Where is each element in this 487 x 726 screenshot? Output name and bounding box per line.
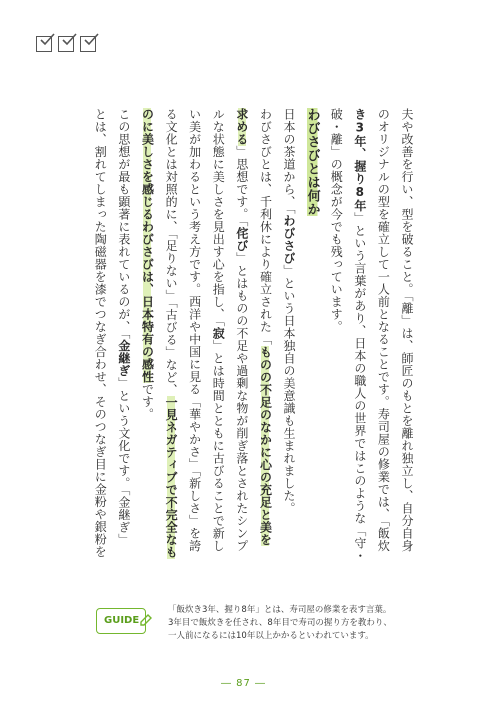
checkbox-icon <box>80 36 96 52</box>
text-line <box>229 108 253 552</box>
vertical-body-text <box>78 108 418 562</box>
text-fragment: この思想が最も顕著に表れているのが、「 <box>116 108 131 340</box>
text-fragment: 」とは時間とともに古びることで新し <box>211 339 226 552</box>
text-line: のオリジナルの型を確立して一人前となることです。寿司屋の修業では、「飯炊 <box>376 108 391 552</box>
text-line: 夫や改善を行い、型を破ること。「離」は、師匠のもとを離れ独立し、自分自身 <box>400 108 414 552</box>
guide-badge: GUIDE <box>96 608 146 634</box>
text-line <box>253 108 277 546</box>
section-heading <box>300 108 324 538</box>
guide-box <box>96 604 441 640</box>
text-line <box>158 108 182 559</box>
pencil-icon <box>138 612 152 628</box>
highlighted-phrase: のに美しさを感じるわびさびは、日本特有の感性 <box>140 108 155 383</box>
text-line <box>206 108 230 552</box>
checkbox-icon <box>36 36 52 52</box>
text-fragment: る文化とは対照的に、「足りない」「古びる」など、 <box>164 108 179 396</box>
text-line <box>276 108 300 538</box>
highlighted-phrase: ものの不足のなかに心の充足と美を <box>258 345 273 546</box>
guide-line: 一人前になるには10年以上かかるといわれています。 <box>168 631 374 641</box>
heading-text: わびさびとは何か <box>304 108 320 216</box>
text-fragment: 」とはものの不足や過剰な物が削ぎ落とされたシンプ <box>234 252 249 552</box>
text-fragment: 」という日本独自の美意識も生まれました。 <box>282 264 297 515</box>
text-fragment: 日本の茶道から、「 <box>282 108 297 215</box>
text-fragment: 」思想です。「 <box>234 145 249 227</box>
bold-phrase: 侘び <box>234 227 249 252</box>
text-line <box>111 108 135 546</box>
bold-phrase: 金継ぎ <box>116 339 131 377</box>
text-line: 破・離」の概念が今でも残っています。 <box>329 108 344 333</box>
guide-line: 「飯炊き3年、握り8年」とは、寿司屋の修業を表す言葉。 <box>168 605 392 615</box>
text-line: い美が加わるという考え方です。西洋や中国に見る「華やかさ」「新しさ」を誇 <box>187 108 202 552</box>
text-line <box>135 108 159 538</box>
checkbox-icon <box>58 36 74 52</box>
text-fragment: 」という文化です。「金継ぎ」 <box>116 377 131 546</box>
highlighted-phrase: 求める <box>234 108 249 146</box>
text-fragment: ルな状態に美しさを見出す心を指し、「 <box>211 108 226 327</box>
checkbox-row <box>36 36 96 52</box>
text-fragment: です。 <box>140 383 155 421</box>
page-number: ― 87 ― <box>220 678 267 689</box>
text-line <box>347 108 371 562</box>
bold-phrase: き3年、握り8年 <box>352 108 367 212</box>
text-fragment: わびさびとは、千利休により確立された「 <box>258 108 273 346</box>
guide-line: 3年目で飯炊きを任され、8年目で寿司の握り方を教わり、 <box>168 618 392 628</box>
text-fragment: 」という言葉があり、日本の職人の世界ではこのような「守・ <box>352 212 367 562</box>
highlighted-phrase: 一見ネガティブで不完全なも <box>164 396 179 559</box>
bold-phrase: 寂 <box>211 327 226 340</box>
bold-phrase: わびさび <box>282 214 297 265</box>
guide-text <box>168 604 448 643</box>
text-line: とは、割れてしまった陶磁器を漆でつなぎ合わせ、そのつなぎ目に金粉や銀粉を <box>93 108 108 558</box>
